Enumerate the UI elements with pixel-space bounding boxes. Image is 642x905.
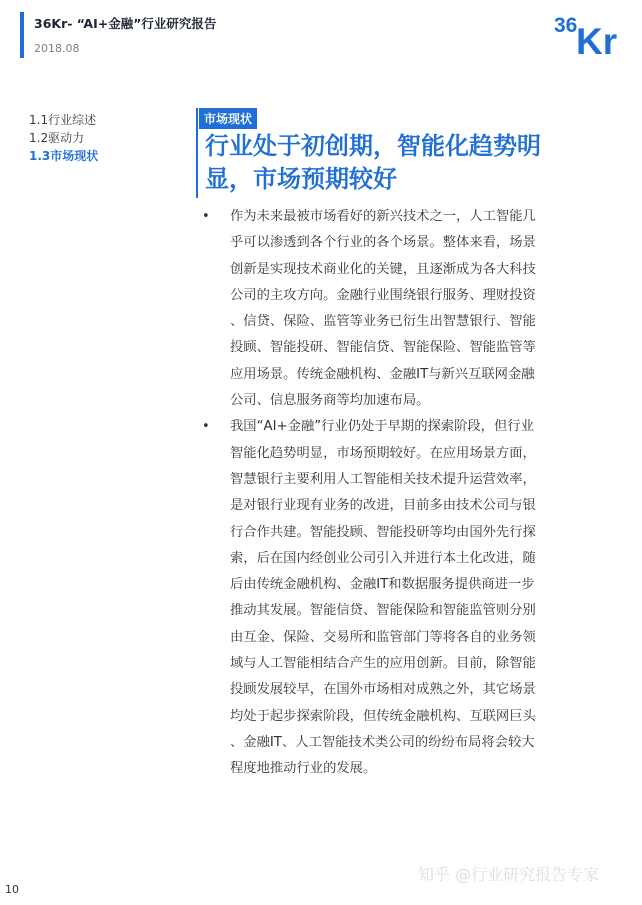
paragraph: [202, 204, 602, 414]
paragraph-line: 程度地推动行业的发展。: [230, 761, 377, 777]
header-accent-bar: [20, 12, 24, 58]
watermark: 知乎 @行业研究报告专家: [418, 865, 600, 884]
nav-item-industry-overview[interactable]: 1.1行业综述: [29, 113, 97, 127]
paragraph-line: 推动其发展。智能信贷、智能保险和智能监管则分别: [230, 603, 536, 619]
paragraph-line: 投顾、智能投研、智能信贷、智能保险、智能监管等: [230, 340, 536, 356]
section-heading: [205, 130, 605, 196]
bullet-icon: •: [202, 419, 210, 435]
body-content: [202, 204, 602, 783]
nav-item-drivers[interactable]: 1.2驱动力: [29, 131, 85, 145]
section-divider-line: [196, 108, 198, 198]
heading-line: 行业处于初创期，智能化趋势明: [205, 132, 541, 160]
report-title: 36Kr- “AI+金融”行业研究报告: [34, 16, 217, 31]
36kr-logo: [552, 8, 626, 58]
paragraph-line: 是对银行业现有业务的改进，目前多由技术公司与银: [230, 498, 536, 514]
paragraph-line: 乎可以渗透到各个行业的各个场景。整体来看，场景: [230, 235, 536, 251]
paragraph-line: 公司的主攻方向。金融行业围绕银行服务、理财投资: [230, 287, 536, 303]
section-tag: 市场现状: [199, 108, 257, 129]
paragraph-line: 后由传统金融机构、金融IT和数据服务提供商进一步: [230, 577, 535, 593]
nav-item-market-status[interactable]: 1.3市场现状: [29, 149, 99, 163]
paragraph-line: 域与人工智能相结合产生的应用创新。目前，除智能: [230, 656, 536, 672]
paragraph-line: 智能化趋势明显，市场预期较好。在应用场景方面，: [230, 445, 536, 461]
report-date: 2018.08: [34, 42, 80, 55]
logo-text-kr: Kr: [576, 21, 618, 58]
paragraph-line: 行合作共建。智能投顾、智能投研等均由国外先行探: [230, 524, 536, 540]
paragraph-line: 、信贷、保险、监管等业务已衍生出智慧银行、智能: [230, 314, 536, 330]
paragraph-line: 均处于起步探索阶段，但传统金融机构、互联网巨头: [230, 708, 536, 724]
heading-line: 显，市场预期较好: [205, 165, 397, 193]
paragraph-line: 我国“AI+金融”行业仍处于早期的探索阶段，但行业: [230, 419, 534, 435]
logo-text-36: 36: [554, 14, 578, 37]
paragraph-line: 投顾发展较早，在国外市场相对成熟之外，其它场景: [230, 682, 536, 698]
paragraph-line: 应用场景。传统金融机构、金融IT与新兴互联网金融: [230, 366, 535, 382]
paragraph-line: 公司、信息服务商等均加速布局。: [230, 393, 430, 409]
paragraph-line: 智慧银行主要利用人工智能相关技术提升运营效率，: [230, 471, 536, 487]
page-number: 10: [5, 883, 19, 896]
paragraph-line: 由互金、保险、交易所和监管部门等将各自的业务领: [230, 629, 536, 645]
bullet-icon: •: [202, 209, 210, 224]
paragraph-line: 创新是实现技术商业化的关键，且逐渐成为各大科技: [230, 261, 536, 277]
paragraph-line: 作为未来最被市场看好的新兴技术之一，人工智能几: [230, 209, 536, 224]
paragraph-line: 索，后在国内经创业公司引入并进行本土化改进，随: [230, 550, 536, 566]
paragraph: [202, 414, 602, 782]
section-nav: [29, 111, 98, 165]
paragraph-line: 、金融IT、人工智能技术类公司的纷纷布局将会较大: [230, 734, 535, 750]
